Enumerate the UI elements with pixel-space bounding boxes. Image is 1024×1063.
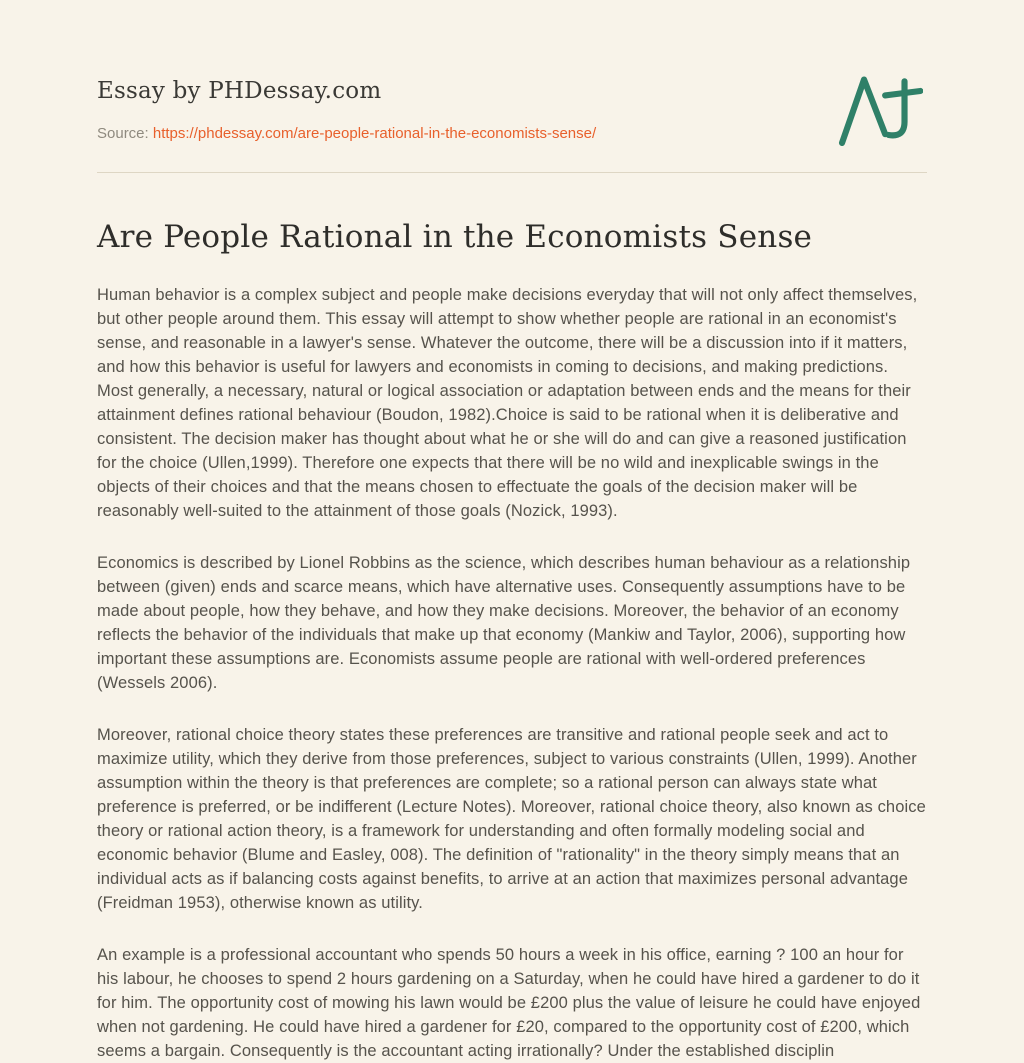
source-line	[97, 125, 927, 142]
header-divider	[97, 172, 927, 173]
phdessay-logo-icon	[835, 66, 923, 160]
source-url-link[interactable]: https://phdessay.com/are-people-rational-in-the-economists-sense/	[152, 125, 597, 142]
essay-paragraph: Economics is described by Lionel Robbins as the science, which describes human behaviour as a relationship between (given) ends and scarce means, which have alternative uses. Consequently assumptions have to be made about people, how they behave, and how they make decisions. Moreover, the behavior of an economy reflects the behavior of the individuals that make up that economy (Mankiw and Taylor, 2006), supporting how important these assumptions are. Economists assume people are rational with well-ordered preferences (Wessels 2006).	[97, 554, 911, 692]
essay-body	[97, 283, 927, 1063]
source-label: Source:	[97, 125, 149, 142]
essay-paragraph: Moreover, rational choice theory states these preferences are transitive and rational people seek and act to maximize utility, which they derive from those preferences, subject to various constraints (Ullen, 1999). Another assumption within the theory is that preferences are complete; so a rational person can always state what preference is preferred, or be indifferent (Lecture Notes). Moreover, rational choice theory, also known as choice theory or rational action theory, is a framework for understanding and often formally modeling social and economic behavior (Blume and Easley, 008). The definition of "rationality" in the theory simply means that an individual acts as if balancing costs against benefits, to arrive at an action that maximizes personal advantage (Freidman 1953), otherwise known as utility.	[97, 726, 926, 912]
page-header	[97, 78, 927, 173]
page-container	[97, 0, 927, 1063]
essay-paragraph: Human behavior is a complex subject and people make decisions everyday that will not only affect themselves, but other people around them. This essay will attempt to show whether people are rational in an economist's sense, and reasonable in a lawyer's sense. Whatever the outcome, there will be a discussion into if it matters, and how this behavior is useful for lawyers and economists in coming to decisions, and making predictions. Most generally, a necessary, natural or logical association or adaptation between ends and the means for their attainment defines rational behaviour (Boudon, 1982).Choice is said to be rational when it is deliberative and consistent. The decision maker has thought about what he or she will do and can give a reasoned justification for the choice (Ullen,1999). Therefore one expects that there will be no wild and inexplicable swings in the objects of their choices and that the means chosen to effectuate the goals of the decision maker will be reasonably well-suited to the attainment of those goals (Nozick, 1993).	[97, 286, 918, 520]
essay-paragraph: An example is a professional accountant who spends 50 hours a week in his office, earning ? 100 an hour for his labour, he chooses to spend 2 hours gardening on a Saturday, when he could have hired a gardener to do it for him. The opportunity cost of mowing his lawn would be £200 plus the value of leisure he could have enjoyed when not gardening. He could have hired a gardener for £20, compared to the opportunity cost of £200, which seems a bargain. Consequently is the accountant acting irrationally? Under the established disciplin	[97, 946, 921, 1060]
essay-title: Are People Rational in the Economists Sense	[97, 219, 813, 255]
essay-byline: Essay by PHDessay.com	[97, 78, 382, 104]
